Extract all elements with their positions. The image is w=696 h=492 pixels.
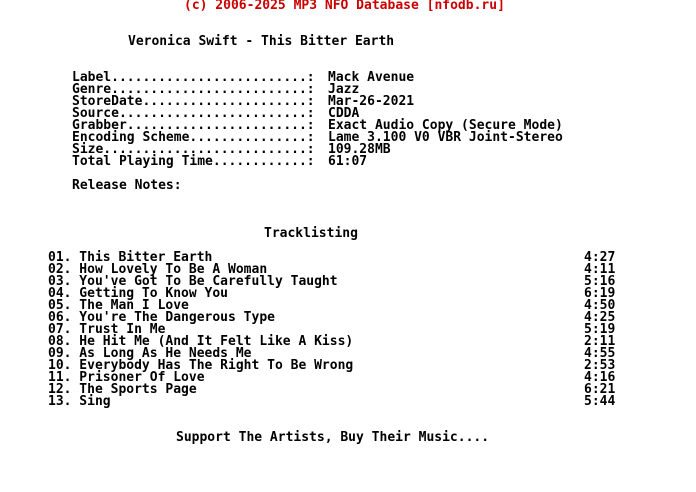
track-title: 01. This Bitter Earth	[48, 250, 213, 265]
track-title: 04. Getting To Know You	[48, 286, 229, 301]
track-title: 06. You're The Dangerous Type	[48, 310, 275, 325]
track-time: 4:50	[584, 298, 616, 313]
track-time: 5:44	[584, 394, 616, 409]
track-title: 05. The Man I Love	[48, 298, 189, 313]
label-field-value: Mack Avenue	[328, 70, 415, 85]
genre-field-value: Jazz	[328, 82, 360, 97]
source-field-value: CDDA	[328, 106, 360, 121]
track-title: 07. Trust In Me	[48, 322, 166, 337]
release-title: Veronica Swift - This Bitter Earth	[128, 34, 395, 49]
storedate-field-label: StoreDate.....................:	[72, 94, 315, 109]
track-time: 5:16	[584, 274, 616, 289]
label-field-label: Label.........................:	[72, 70, 315, 85]
tracklisting-heading: Tracklisting	[264, 226, 358, 241]
storedate-field-value: Mar-26-2021	[328, 94, 415, 109]
encoding-field-value: Lame 3.100 V0 VBR Joint-Stereo	[328, 130, 563, 145]
support-footer: Support The Artists, Buy Their Music....	[176, 430, 490, 445]
track-time: 2:11	[584, 334, 616, 349]
track-time: 4:11	[584, 262, 616, 277]
track-time: 6:19	[584, 286, 616, 301]
playing-time-field-label: Total Playing Time............:	[72, 154, 315, 169]
track-time: 4:27	[584, 250, 616, 265]
size-field-label: Size..........................:	[72, 142, 315, 157]
encoding-field-label: Encoding Scheme...............:	[72, 130, 315, 145]
site-header: (c) 2006-2025 MP3 NFO Database [nfodb.ru]	[184, 0, 505, 13]
track-title: 09. As Long As He Needs Me	[48, 346, 252, 361]
track-title: 02. How Lovely To Be A Woman	[48, 262, 268, 277]
grabber-field-value: Exact Audio Copy (Secure Mode)	[328, 118, 563, 133]
track-title: 10. Everybody Has The Right To Be Wrong	[48, 358, 354, 373]
track-time: 4:55	[584, 346, 616, 361]
track-time: 4:16	[584, 370, 616, 385]
track-title: 11. Prisoner Of Love	[48, 370, 205, 385]
track-time: 4:25	[584, 310, 616, 325]
track-title: 03. You've Got To Be Carefully Taught	[48, 274, 338, 289]
size-field-value: 109.28MB	[328, 142, 391, 157]
grabber-field-label: Grabber.......................:	[72, 118, 315, 133]
track-title: 08. He Hit Me (And It Felt Like A Kiss)	[48, 334, 354, 349]
track-time: 2:53	[584, 358, 616, 373]
track-title: 12. The Sports Page	[48, 382, 197, 397]
release-notes-label: Release Notes:	[72, 178, 182, 193]
track-title: 13. Sing	[48, 394, 111, 409]
genre-field-label: Genre.........................:	[72, 82, 315, 97]
playing-time-field-value: 61:07	[328, 154, 368, 169]
source-field-label: Source........................:	[72, 106, 315, 121]
track-time: 5:19	[584, 322, 616, 337]
track-time: 6:21	[584, 382, 616, 397]
